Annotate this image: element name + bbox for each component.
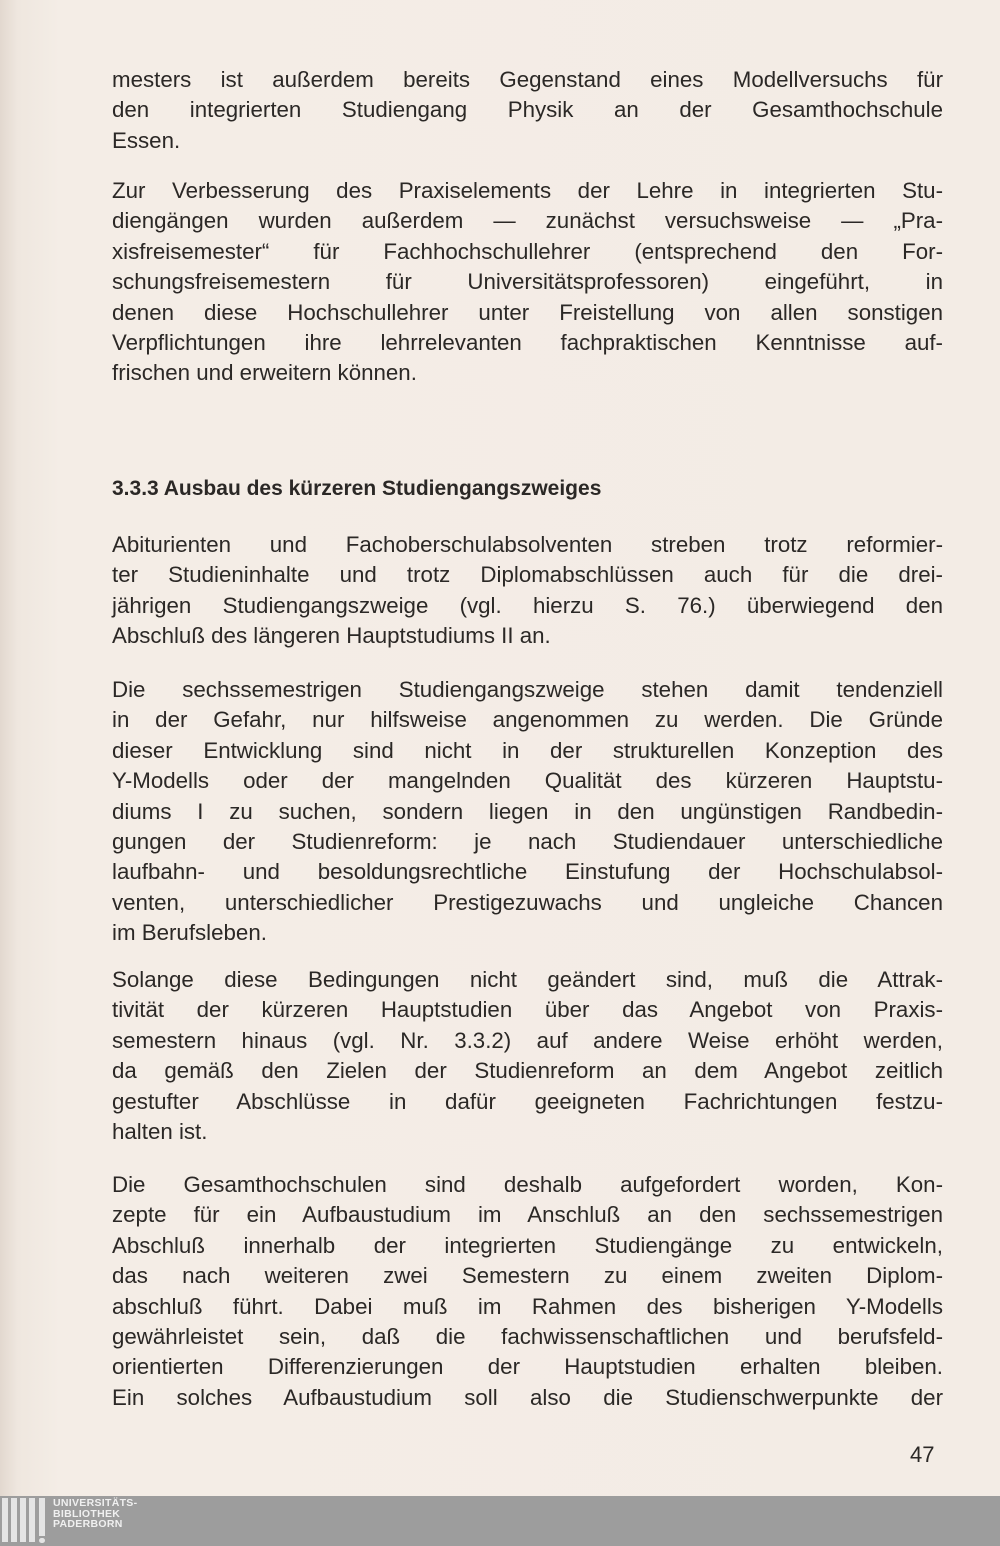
text-line: ter Studieninhalte und trotz Diplomabschlüssen auch für die drei-: [112, 562, 943, 588]
text-line: Abiturienten und Fachoberschulabsolventen streben trotz reformier-: [112, 532, 943, 557]
text-line: Ein solches Aufbaustudium soll also die Studienschwerpunkte der: [112, 1384, 943, 1410]
text-line: halten ist.: [112, 1118, 208, 1144]
text-line: Die Gesamthochschulen sind deshalb aufgefordert worden, Kon-: [112, 1172, 943, 1197]
logo-line: BIBLIOTHEK: [53, 1507, 121, 1520]
text-line: Solange diese Bedingungen nicht geändert sind, muß die Attrak-: [112, 967, 943, 992]
paragraph-2: [112, 176, 943, 389]
paragraph-6: [112, 1170, 943, 1413]
text-line: schungsfreisemestern für Universitätsprofessoren) eingeführt, in: [112, 269, 943, 295]
library-logo-text: [53, 1498, 137, 1530]
text-line: mesters ist außerdem bereits Gegenstand eines Modellversuchs für: [112, 67, 943, 92]
text-line: Abschluß des längeren Hauptstudiums II an.: [112, 623, 551, 649]
text-line: tivität der kürzeren Hauptstudien über das Angebot von Praxis-: [112, 997, 943, 1023]
text-line: denen diese Hochschullehrer unter Freistellung von allen sonstigen: [112, 299, 943, 325]
text-line: da gemäß den Zielen der Studienreform an dem Angebot zeitlich: [112, 1058, 943, 1084]
library-footer: [0, 1496, 1000, 1546]
text-line: semestern hinaus (vgl. Nr. 3.3.2) auf andere Weise erhöht werden,: [112, 1027, 943, 1053]
paragraph-1: [112, 65, 943, 156]
text-line: Y-Modells oder der mangelnden Qualität des kürzeren Hauptstu-: [112, 768, 943, 794]
logo-line: UNIVERSITÄTS-: [53, 1497, 138, 1509]
text-line: den integrierten Studiengang Physik an der Gesamthochschule: [112, 97, 943, 123]
text-line: zepte für ein Aufbaustudium im Anschluß an den sechssemestrigen: [112, 1202, 943, 1228]
text-line: frischen und erweitern können.: [112, 360, 417, 386]
text-line: xisfreisemester“ für Fachhochschullehrer (entsprechend den For-: [112, 238, 943, 264]
text-line: diums I zu suchen, sondern liegen in den ungünstigen Randbedin-: [112, 798, 943, 824]
text-line: abschluß führt. Dabei muß im Rahmen des bisherigen Y-Modells: [112, 1293, 943, 1319]
section-heading: 3.3.3 Ausbau des kürzeren Studiengangszweiges: [112, 477, 602, 500]
text-line: in der Gefahr, nur hilfsweise angenommen zu werden. Die Gründe: [112, 707, 943, 733]
paragraph-3: [112, 530, 943, 652]
logo-line: PADERBORN: [53, 1518, 123, 1530]
text-line: gestufter Abschlüsse in dafür geeigneten Fachrichtungen festzu-: [112, 1088, 943, 1114]
text-line: im Berufsleben.: [112, 920, 267, 946]
text-line: orientierten Differenzierungen der Hauptstudien erhalten bleiben.: [112, 1354, 943, 1380]
text-line: Zur Verbesserung des Praxiselements der Lehre in integrierten Stu-: [112, 178, 943, 203]
text-line: gungen der Studienreform: je nach Studiendauer unterschiedliche: [112, 828, 943, 854]
text-line: gewährleistet sein, daß die fachwissenschaftlichen und berufsfeld-: [112, 1323, 943, 1349]
text-line: dieser Entwicklung sind nicht in der strukturellen Konzeption des: [112, 737, 943, 763]
paragraph-5: [112, 965, 943, 1147]
text-line: das nach weiteren zwei Semestern zu einem zweiten Diplom-: [112, 1263, 943, 1289]
text-line: laufbahn- und besoldungsrechtliche Einstufung der Hochschulabsol-: [112, 859, 943, 885]
text-line: diengängen wurden außerdem — zunächst versuchsweise — „Pra-: [112, 208, 943, 234]
text-line: Die sechssemestrigen Studiengangszweige stehen damit tendenziell: [112, 677, 943, 702]
text-line: Essen.: [112, 127, 181, 153]
text-line: jährigen Studiengangszweige (vgl. hierzu S. 76.) überwiegend den: [112, 592, 943, 618]
text-line: Abschluß innerhalb der integrierten Studiengänge zu entwickeln,: [112, 1232, 943, 1258]
page-number: 47: [910, 1442, 935, 1467]
text-line: venten, unterschiedlicher Prestigezuwachs und ungleiche Chancen: [112, 889, 943, 915]
paragraph-4: [112, 675, 943, 949]
text-line: Verpflichtungen ihre lehrrelevanten fachpraktischen Kenntnisse auf-: [112, 329, 943, 355]
